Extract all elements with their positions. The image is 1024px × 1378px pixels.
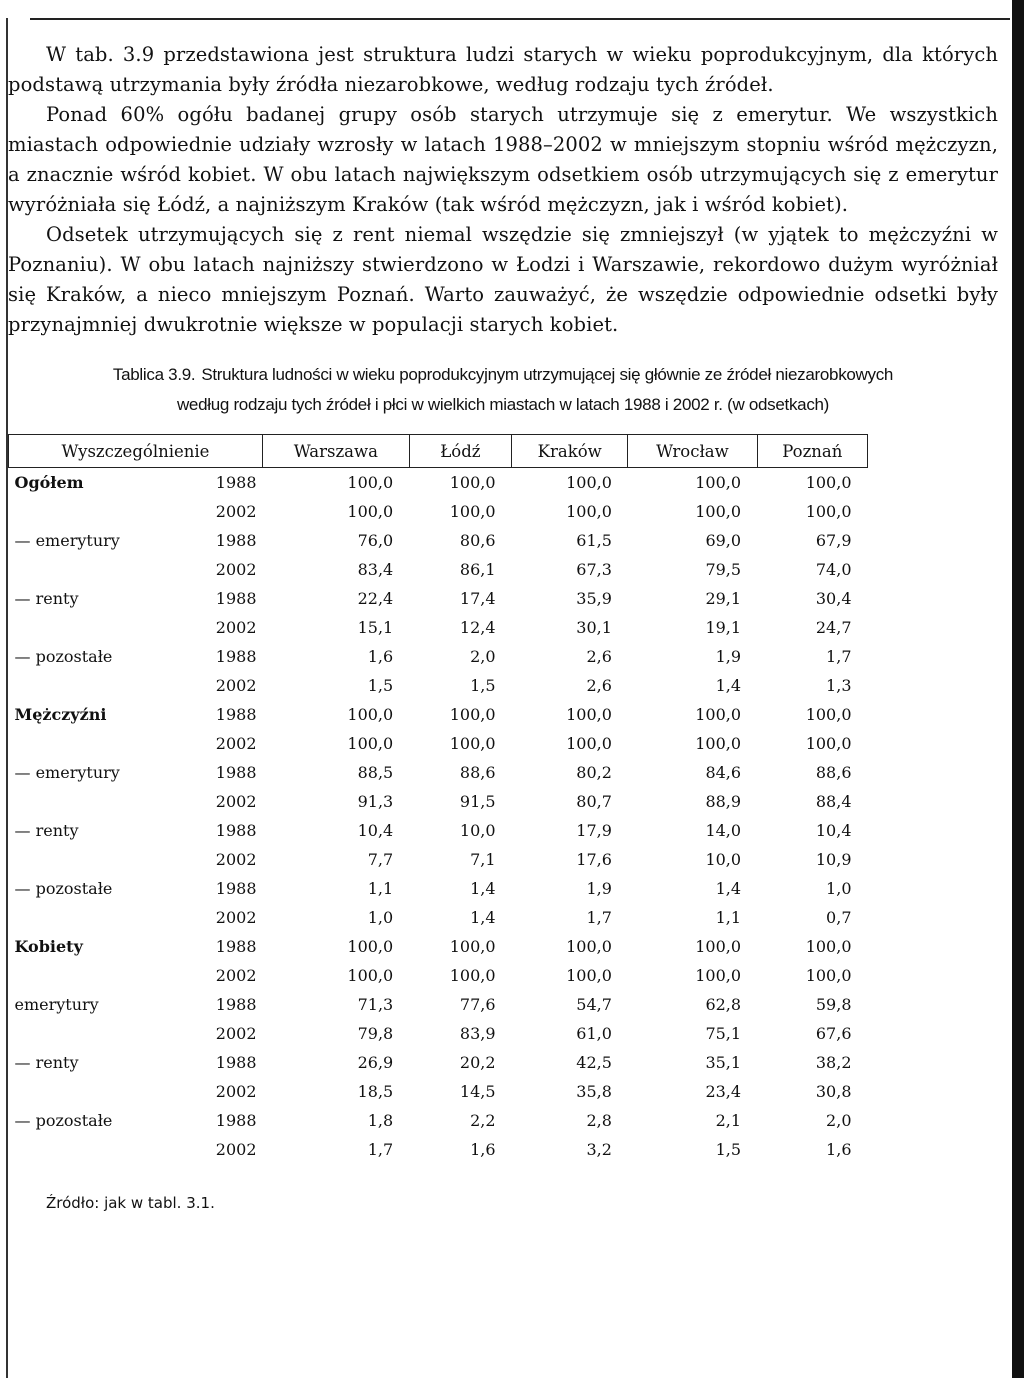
row-label: — renty — [14, 589, 79, 608]
row-year: 1988 — [215, 589, 257, 608]
table-cell: 67,3 — [576, 560, 612, 579]
table-cell: 100,0 — [695, 502, 742, 521]
table-cell: 86,1 — [459, 560, 496, 579]
table-cell: 100,0 — [566, 473, 612, 492]
table-row — [9, 613, 868, 642]
row-year: 2002 — [215, 734, 257, 753]
table-cell: 1,0 — [826, 879, 852, 898]
table-cell: 1,6 — [367, 647, 394, 666]
row-label — [9, 845, 191, 874]
table-cell: 15,1 — [357, 618, 394, 637]
table-cell: 30,8 — [815, 1082, 852, 1101]
row-year: 2002 — [215, 1140, 257, 1159]
row-label: — pozostałe — [14, 879, 113, 898]
row-label: — emerytury — [14, 763, 120, 782]
table-cell: 100,0 — [347, 473, 394, 492]
source-note: Źródło: jak w tabl. 3.1. — [46, 1194, 215, 1212]
table-cell: 88,6 — [459, 763, 496, 782]
table-cell: 100,0 — [695, 734, 742, 753]
row-year: 2002 — [215, 502, 257, 521]
table-cell: 84,6 — [705, 763, 742, 782]
table-row — [9, 903, 868, 932]
table-cell: 1,0 — [367, 908, 394, 927]
table-cell: 19,1 — [705, 618, 742, 637]
table-cell: 100,0 — [449, 502, 496, 521]
row-year: 1988 — [215, 647, 257, 666]
table-cell: 100,0 — [566, 705, 612, 724]
table-cell: 91,5 — [459, 792, 496, 811]
table-cell: 26,9 — [357, 1053, 394, 1072]
table-row — [9, 671, 868, 700]
table-cell: 7,1 — [470, 850, 496, 869]
document-page — [8, 40, 998, 1212]
table-cell: 100,0 — [566, 937, 612, 956]
table-caption-label: Tablica 3.9. — [112, 365, 196, 384]
table-cell: 10,0 — [705, 850, 742, 869]
row-label: emerytury — [14, 995, 99, 1014]
table-cell: 1,7 — [586, 908, 612, 927]
table-cell: 7,7 — [367, 850, 394, 869]
paragraph-2: Ponad 60% ogółu badanej grupy osób starych utrzymuje się z emerytur. We wszystkich miastach odpowiednie udziały wzrosły w latach 1988–2002 w mniejszym stopniu wśród mężczyzn, a znacznie wśród kobiet. W obu latach największym odsetkiem osób utrzymujących się z emerytur wyróżniała się Łódź, a najniższym Kraków (tak wśród mężczyzn, jak i wśród kobiet). — [8, 103, 998, 216]
row-year: 2002 — [215, 792, 257, 811]
table-cell: 2,1 — [715, 1111, 742, 1130]
table-cell: 88,5 — [357, 763, 394, 782]
table-cell: 62,8 — [705, 995, 742, 1014]
table-cell: 12,4 — [459, 618, 496, 637]
table-cell: 1,7 — [826, 647, 852, 666]
table-cell: 1,5 — [470, 676, 496, 695]
table-cell: 29,1 — [705, 589, 742, 608]
header-cell: Wrocław — [628, 435, 757, 468]
row-year: 2002 — [215, 618, 257, 637]
row-label: — renty — [14, 1053, 79, 1072]
table-cell: 80,7 — [576, 792, 612, 811]
table-cell: 35,9 — [576, 589, 612, 608]
paragraph-1: W tab. 3.9 przedstawiona jest struktura ludzi starych w wieku poprodukcyjnym, dla których podstawą utrzymania były źródła niezarobkowe, według rodzaju tych źródeł. — [8, 43, 998, 96]
row-label: — emerytury — [14, 531, 120, 550]
table-cell: 100,0 — [566, 734, 612, 753]
table-cell: 100,0 — [805, 502, 852, 521]
row-year: 2002 — [215, 1082, 257, 1101]
table-cell: 35,1 — [705, 1053, 742, 1072]
table-cell: 88,6 — [815, 763, 852, 782]
row-label — [9, 671, 191, 700]
table-row — [9, 1019, 868, 1048]
table-cell: 2,0 — [470, 647, 496, 666]
table-row — [9, 526, 868, 555]
header-cell: Łódź — [409, 435, 511, 468]
table-row — [9, 758, 868, 787]
table-cell: 1,7 — [367, 1140, 394, 1159]
header-cell: Kraków — [512, 435, 628, 468]
table-cell: 80,6 — [459, 531, 496, 550]
row-year: 2002 — [215, 676, 257, 695]
table-cell: 2,8 — [586, 1111, 612, 1130]
table-cell: 0,7 — [826, 908, 852, 927]
table-row — [9, 932, 868, 961]
table-cell: 1,6 — [470, 1140, 496, 1159]
table-cell: 100,0 — [449, 966, 496, 985]
table-cell: 67,9 — [815, 531, 852, 550]
row-label — [9, 1019, 191, 1048]
table-cell: 1,9 — [586, 879, 612, 898]
table-cell: 17,6 — [576, 850, 612, 869]
table-cell: 1,4 — [470, 908, 496, 927]
table-cell: 10,4 — [357, 821, 394, 840]
table-cell: 100,0 — [347, 937, 394, 956]
data-table — [8, 434, 868, 1164]
header-cell: Warszawa — [263, 435, 410, 468]
table-cell: 100,0 — [449, 937, 496, 956]
row-label — [9, 497, 191, 526]
table-cell: 14,0 — [705, 821, 742, 840]
paragraph-3: Odsetek utrzymujących się z rent niemal wszędzie się zmniejszył (w yjątek to mężczyźni w Poznaniu). W obu latach najniższy stwierdzono w Łodzi i Warszawie, rekordowo dużym wyróżniał się Kraków, a nieco mniejszym Poznań. Warto zauważyć, że wszędzie odpowiednie odsetki były przynajmniej dwukrotnie większe w populacji starych kobiet. — [8, 223, 998, 336]
row-year: 2002 — [215, 1024, 257, 1043]
table-cell: 24,7 — [815, 618, 852, 637]
table-row — [9, 729, 868, 758]
table-cell: 1,6 — [826, 1140, 852, 1159]
table-cell: 1,5 — [715, 1140, 742, 1159]
table-row — [9, 1135, 868, 1164]
table-caption-line2: według rodzaju tych źródeł i płci w wielkich miastach w latach 1988 i 2002 r. (w odsetkach) — [176, 395, 830, 414]
table-cell: 2,6 — [586, 647, 612, 666]
table-cell: 18,5 — [357, 1082, 394, 1101]
table-cell: 10,4 — [815, 821, 852, 840]
table-cell: 30,4 — [815, 589, 852, 608]
row-year: 1988 — [215, 473, 257, 492]
table-cell: 10,0 — [459, 821, 496, 840]
row-label: Ogółem — [14, 473, 84, 492]
table-row — [9, 468, 868, 498]
table-cell: 100,0 — [449, 734, 496, 753]
table-cell: 88,4 — [815, 792, 852, 811]
table-row — [9, 555, 868, 584]
table-row — [9, 642, 868, 671]
table-cell: 35,8 — [576, 1082, 612, 1101]
table-cell: 2,2 — [470, 1111, 496, 1130]
table-cell: 100,0 — [449, 473, 496, 492]
table-row — [9, 845, 868, 874]
table-cell: 80,2 — [576, 763, 612, 782]
row-label: Mężczyźni — [14, 705, 107, 724]
table-cell: 1,9 — [715, 647, 742, 666]
table-cell: 100,0 — [805, 734, 852, 753]
table-cell: 79,8 — [357, 1024, 394, 1043]
table-cell: 88,9 — [705, 792, 742, 811]
table-row — [9, 874, 868, 903]
table-cell: 100,0 — [347, 502, 394, 521]
table-cell: 67,6 — [815, 1024, 852, 1043]
table-cell: 1,4 — [715, 676, 742, 695]
table-cell: 69,0 — [705, 531, 742, 550]
table-row — [9, 990, 868, 1019]
table-cell: 1,5 — [367, 676, 394, 695]
table-cell: 100,0 — [805, 705, 852, 724]
table-cell: 42,5 — [576, 1053, 612, 1072]
row-label — [9, 961, 191, 990]
table-cell: 17,9 — [576, 821, 612, 840]
table-row — [9, 497, 868, 526]
row-label: — pozostałe — [14, 647, 113, 666]
table-cell: 23,4 — [705, 1082, 742, 1101]
table-cell: 1,8 — [367, 1111, 394, 1130]
table-cell: 100,0 — [805, 966, 852, 985]
row-year: 1988 — [215, 937, 257, 956]
table-cell: 100,0 — [805, 937, 852, 956]
table-cell: 2,6 — [586, 676, 612, 695]
table-cell: 61,0 — [576, 1024, 612, 1043]
table-cell: 77,6 — [459, 995, 496, 1014]
row-label — [9, 903, 191, 932]
table-cell: 100,0 — [695, 966, 742, 985]
table-row — [9, 1048, 868, 1077]
row-label — [9, 613, 191, 642]
table-cell: 91,3 — [357, 792, 394, 811]
table-cell: 100,0 — [695, 705, 742, 724]
table-cell: 100,0 — [695, 473, 742, 492]
row-label: — pozostałe — [14, 1111, 113, 1130]
table-cell: 1,1 — [367, 879, 394, 898]
table-cell: 100,0 — [347, 966, 394, 985]
top-rule — [30, 18, 1010, 20]
table-caption-line1: Struktura ludności w wieku poprodukcyjnym utrzymującej się głównie ze źródeł niezarobkowych — [201, 365, 894, 384]
row-year: 1988 — [215, 705, 257, 724]
header-cell: Wyszczególnienie — [9, 435, 263, 468]
table-cell: 54,7 — [576, 995, 612, 1014]
table-row — [9, 584, 868, 613]
table-cell: 100,0 — [566, 502, 612, 521]
table-cell: 83,9 — [459, 1024, 496, 1043]
row-year: 2002 — [215, 560, 257, 579]
table-cell: 3,2 — [586, 1140, 612, 1159]
table-cell: 1,1 — [715, 908, 742, 927]
table-cell: 17,4 — [459, 589, 496, 608]
row-year: 1988 — [215, 821, 257, 840]
table-row — [9, 700, 868, 729]
table-cell: 100,0 — [347, 734, 394, 753]
row-year: 1988 — [215, 1053, 257, 1072]
row-year: 1988 — [215, 995, 257, 1014]
row-label: — renty — [14, 821, 79, 840]
row-year: 1988 — [215, 763, 257, 782]
table-cell: 75,1 — [705, 1024, 742, 1043]
table-cell: 30,1 — [576, 618, 612, 637]
row-label — [9, 555, 191, 584]
row-year: 2002 — [215, 908, 257, 927]
row-label: Kobiety — [14, 937, 83, 956]
table-cell: 2,0 — [826, 1111, 852, 1130]
table-cell: 76,0 — [357, 531, 394, 550]
table-cell: 74,0 — [815, 560, 852, 579]
table-cell: 59,8 — [815, 995, 852, 1014]
table-cell: 100,0 — [566, 966, 612, 985]
table-row — [9, 1077, 868, 1106]
table-cell: 10,9 — [815, 850, 852, 869]
table-cell: 71,3 — [357, 995, 394, 1014]
table-caption — [8, 360, 998, 420]
table-cell: 1,4 — [470, 879, 496, 898]
table-cell: 14,5 — [459, 1082, 496, 1101]
row-year: 1988 — [215, 879, 257, 898]
table-row — [9, 816, 868, 845]
row-year: 1988 — [215, 531, 257, 550]
table-cell: 100,0 — [449, 705, 496, 724]
table-header-row — [9, 435, 868, 468]
table-cell: 83,4 — [357, 560, 394, 579]
table-cell: 61,5 — [576, 531, 612, 550]
table-cell: 20,2 — [459, 1053, 496, 1072]
header-cell: Poznań — [757, 435, 867, 468]
row-label — [9, 1077, 191, 1106]
table-cell: 22,4 — [357, 589, 394, 608]
table-row — [9, 1106, 868, 1135]
table-cell: 79,5 — [705, 560, 742, 579]
table-cell: 1,3 — [826, 676, 852, 695]
table-row — [9, 961, 868, 990]
row-year: 2002 — [215, 966, 257, 985]
table-cell: 100,0 — [347, 705, 394, 724]
row-label — [9, 729, 191, 758]
table-cell: 100,0 — [695, 937, 742, 956]
table-cell: 1,4 — [715, 879, 742, 898]
page-edge-shadow — [1012, 0, 1024, 1378]
row-year: 1988 — [215, 1111, 257, 1130]
table-row — [9, 787, 868, 816]
table-cell: 100,0 — [805, 473, 852, 492]
row-label — [9, 787, 191, 816]
table-body — [9, 468, 868, 1165]
row-label — [9, 1135, 191, 1164]
table-cell: 38,2 — [815, 1053, 852, 1072]
row-year: 2002 — [215, 850, 257, 869]
